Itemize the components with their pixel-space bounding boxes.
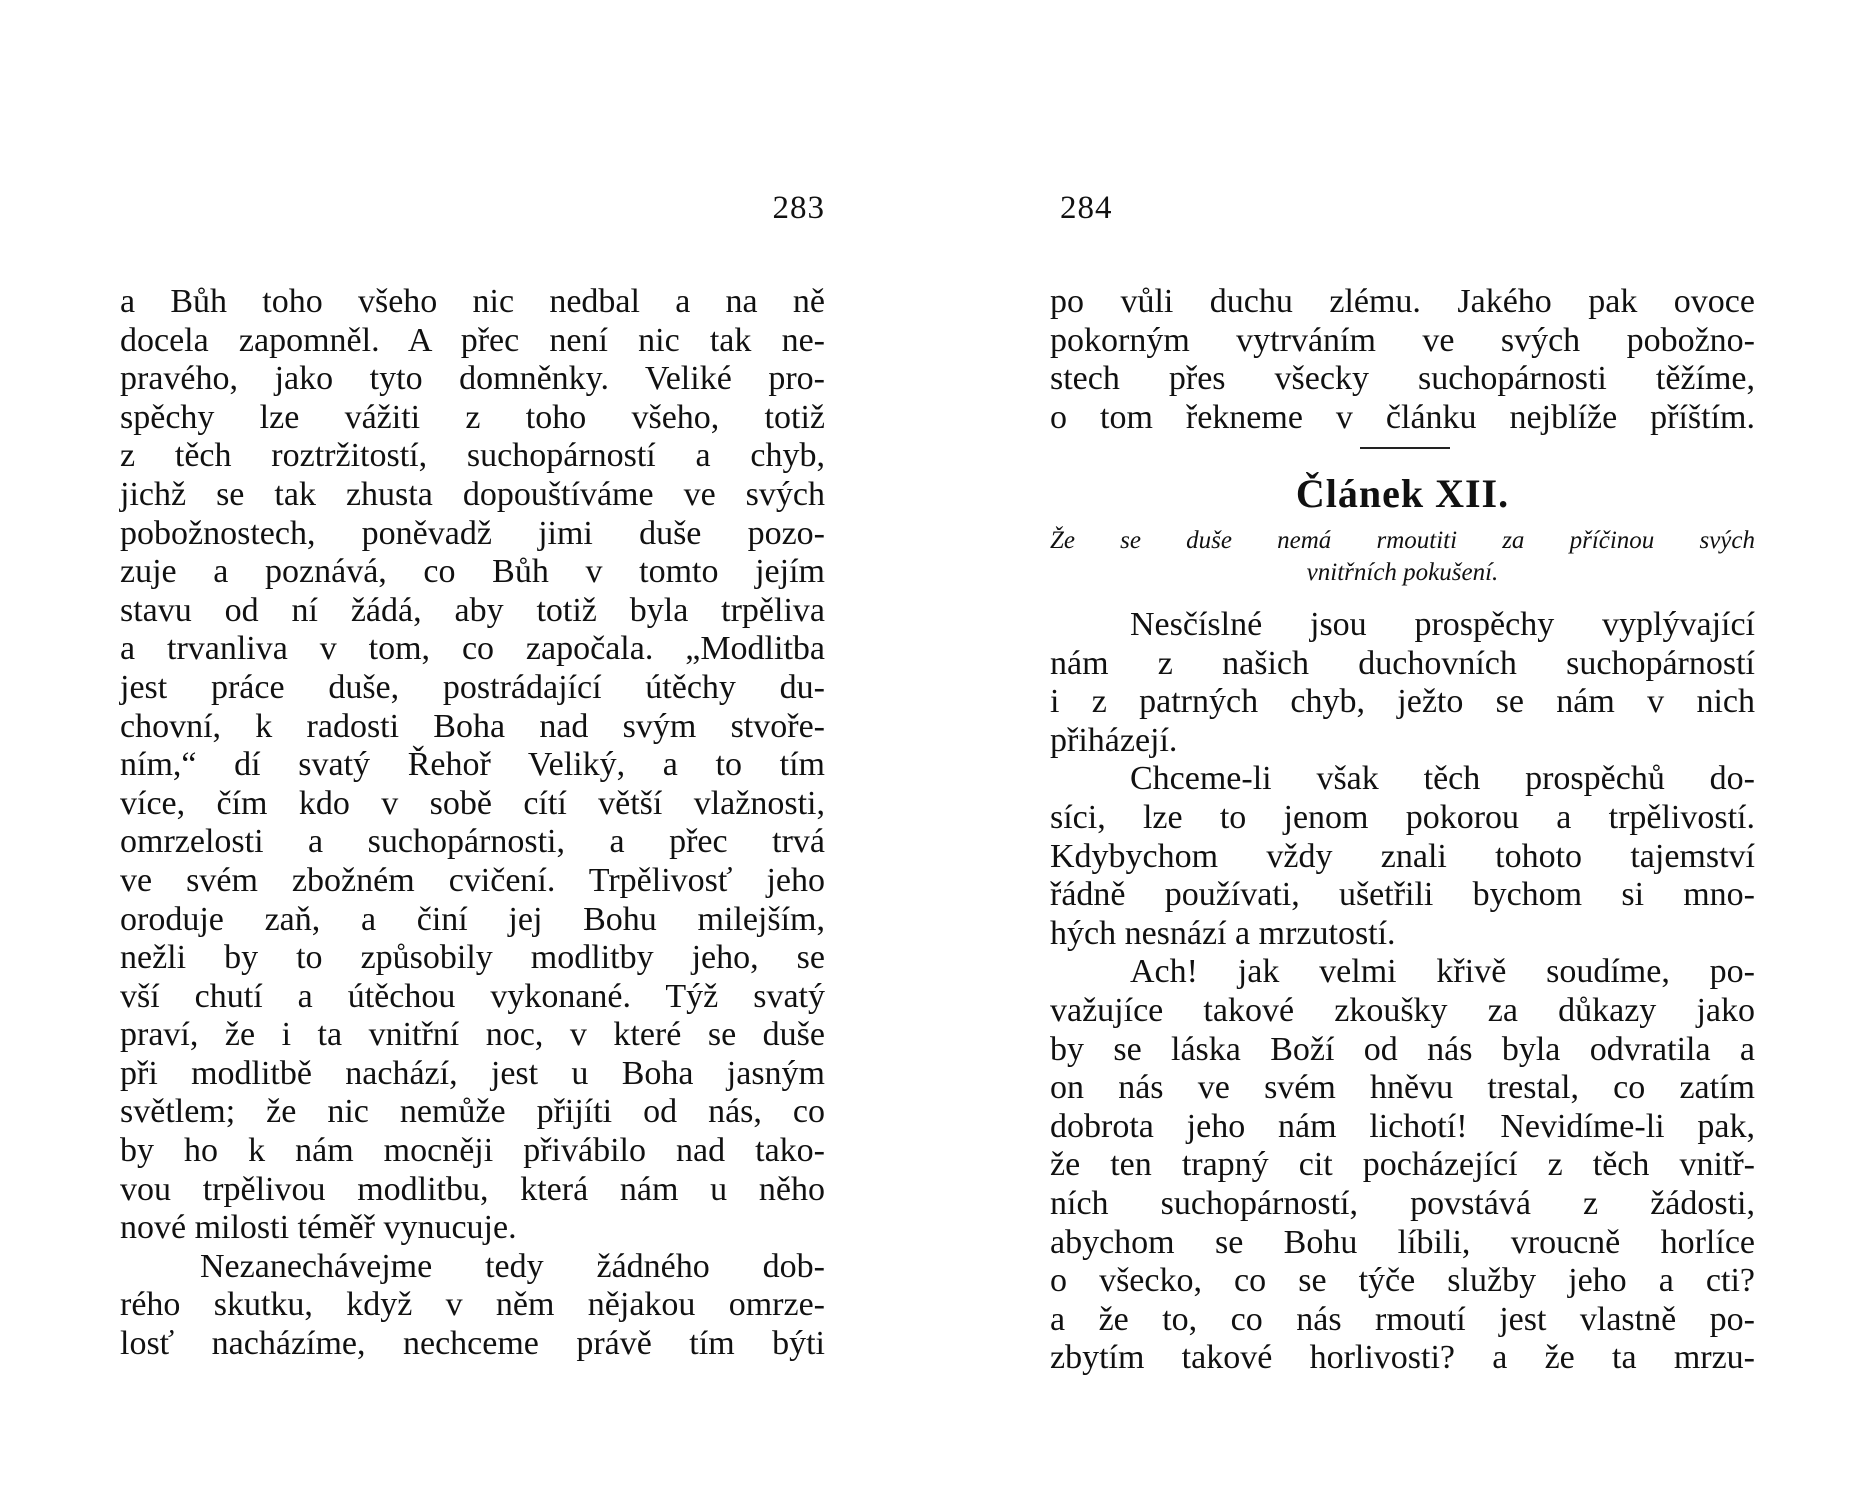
- text-line: přiházejí.: [1050, 721, 1178, 759]
- text-line: nežli by to způsobily modlitby jeho, se: [120, 939, 825, 977]
- article-title: Článek XII.: [1295, 471, 1510, 516]
- text-line: pokorným vytrváním ve svých pobožno-: [1050, 321, 1755, 359]
- text-line: spěchy lze vážiti z toho všeho, totiž: [120, 398, 825, 436]
- subtitle-line: Že se duše nemá rmoutiti za příčinou svých: [1050, 527, 1755, 554]
- text-line: a trvanliva v tom, co započala. „Modlitba: [120, 630, 825, 668]
- text-line: při modlitbě nachází, jest u Boha jasným: [120, 1054, 825, 1092]
- text-line: po vůli duchu zlému. Jakého pak ovoce: [1050, 283, 1755, 320]
- text-line: z těch roztržitostí, suchopárností a chyb,: [120, 437, 825, 475]
- text-line: važujíce takové zkoušky za důkazy jako: [1050, 991, 1755, 1029]
- text-line: i z patrných chyb, ježto se nám v nich: [1050, 683, 1755, 721]
- text-line: dobrota jeho nám lichotí! Nevidíme-li pak,: [1050, 1107, 1755, 1145]
- text-line: řádně používati, ušetřili bychom si mno-: [1050, 876, 1755, 914]
- article-subtitle: [1050, 525, 1755, 589]
- text-line: nové milosti téměř vynucuje.: [120, 1209, 517, 1247]
- body-text: [1050, 606, 1755, 1378]
- text-line: on nás ve svém hněvu trestal, co zatím: [1050, 1069, 1755, 1107]
- text-line: by ho k nám mocněji přivábilo nad tako-: [120, 1132, 825, 1170]
- text-line: pravého, jako tyto domněnky. Veliké pro-: [120, 360, 825, 398]
- text-line: zbytím takové horlivosti? a že ta mrzu-: [1050, 1339, 1755, 1377]
- text-line: světlem; že nic nemůže přijíti od nás, co: [120, 1093, 825, 1131]
- text-line: nám z našich duchovních suchopárností: [1050, 644, 1755, 682]
- text-line: Chceme-li však těch prospěchů do-: [1130, 760, 1755, 798]
- text-line: Kdybychom vždy znali tohoto tajemství: [1050, 837, 1755, 875]
- text-line: jichž se tak zhusta dopouštíváme ve svých: [120, 475, 825, 513]
- page-number: 284: [1060, 190, 1113, 226]
- text-line: vou trpělivou modlitbu, která nám u něho: [120, 1170, 825, 1208]
- text-line: oroduje zaň, a činí jej Bohu milejším,: [120, 900, 825, 938]
- text-line: rého skutku, když v něm nějakou omrze-: [120, 1286, 825, 1324]
- text-line: chovní, k radosti Boha nad svým stvoře-: [120, 707, 825, 745]
- text-line: by se láska Boží od nás byla odvratila a: [1050, 1030, 1755, 1068]
- text-line: abychom se Bohu líbili, vroucně horlíce: [1050, 1223, 1755, 1261]
- text-line: o všecko, co se týče služby jeho a cti?: [1050, 1262, 1755, 1300]
- text-line: že ten trapný cit pocházející z těch vnitř-: [1050, 1146, 1755, 1184]
- text-line: ním,“ dí svatý Řehoř Veliký, a to tím: [120, 746, 825, 784]
- text-line: vší chutí a útěchou vykonané. Týž svatý: [120, 977, 825, 1015]
- body-text: [120, 283, 825, 1364]
- text-line: pobožnostech, poněvadž jimi duše pozo-: [120, 514, 825, 552]
- text-line: síci, lze to jenom pokorou a trpělivostí.: [1050, 798, 1755, 836]
- text-line: docela zapomněl. A přec není nic tak ne-: [120, 321, 825, 359]
- subtitle-line: vnitřních pokušení.: [1306, 559, 1499, 586]
- text-line: omrzelosti a suchopárnosti, a přec trvá: [120, 823, 825, 861]
- text-line: ve svém zbožném cvičení. Trpělivosť jeho: [120, 861, 825, 899]
- text-line: a že to, co nás rmoutí jest vlastně po-: [1050, 1300, 1755, 1338]
- text-line: o tom řekneme v článku nejblíže příštím.: [1050, 398, 1755, 436]
- section-divider: [1360, 447, 1450, 449]
- text-line: losť nacházíme, nechceme právě tím býti: [120, 1325, 825, 1363]
- text-line: hých nesnází a mrzutostí.: [1050, 914, 1396, 952]
- text-line: stech přes všecky suchopárnosti těžíme,: [1050, 360, 1755, 398]
- text-line: praví, že i ta vnitřní noc, v které se duše: [120, 1016, 825, 1054]
- text-line: stavu od ní žádá, aby totiž byla trpěliva: [120, 591, 825, 629]
- body-text-top: [1050, 283, 1755, 437]
- text-line: více, čím kdo v sobě cítí větší vlažnosti,: [120, 784, 825, 822]
- right-page: [1050, 0, 1755, 1500]
- text-line: Nezanechávejme tedy žádného dob-: [200, 1247, 825, 1285]
- text-line: a Bůh toho všeho nic nedbal a na ně: [120, 283, 825, 320]
- text-line: Ach! jak velmi křivě soudíme, po-: [1130, 953, 1755, 991]
- page-number: 283: [772, 190, 825, 226]
- left-page: [120, 0, 825, 1500]
- text-line: ních suchopárností, povstává z žádosti,: [1050, 1184, 1755, 1222]
- text-line: jest práce duše, postrádající útěchy du-: [120, 668, 825, 706]
- text-line: zuje a poznává, co Bůh v tomto jejím: [120, 553, 825, 591]
- text-line: Nesčíslné jsou prospěchy vyplývající: [1130, 606, 1755, 643]
